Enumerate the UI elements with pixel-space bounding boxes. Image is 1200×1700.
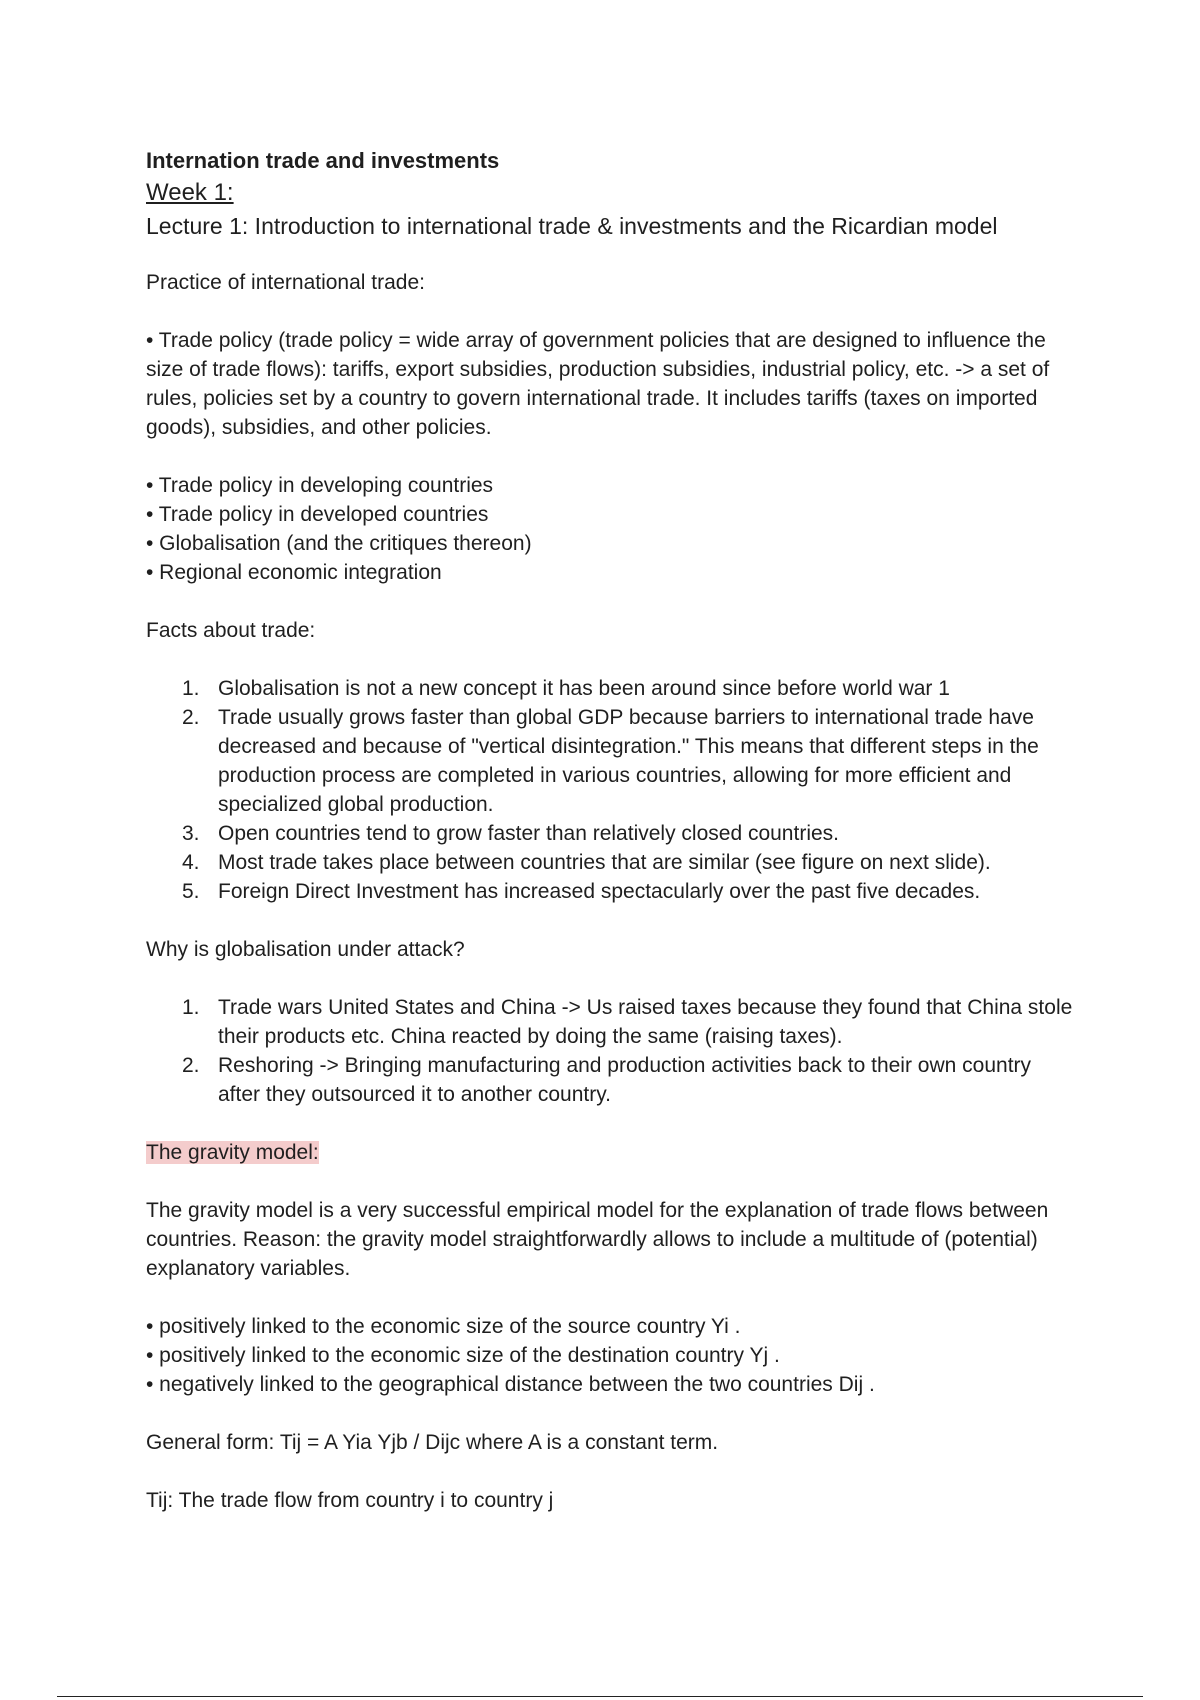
list-item — [182, 848, 1076, 877]
list-number: 1. — [182, 677, 200, 700]
list-number: 1. — [182, 996, 200, 1019]
lecture-heading: Lecture 1: Introduction to international trade & investments and the Ricardian model — [146, 213, 998, 239]
gravity-bullet-list — [146, 1312, 1076, 1399]
tij-definition: Tij: The trade flow from country i to country j — [146, 1489, 554, 1512]
practice-heading: Practice of international trade: — [146, 271, 425, 294]
footer-divider — [57, 1696, 1143, 1697]
list-item-text: Reshoring -> Bringing manufacturing and production activities back to their own country after they outsourced it to another country. — [218, 1054, 1032, 1106]
list-item — [182, 1051, 1076, 1109]
list-number: 2. — [182, 1054, 200, 1077]
list-item-text: Globalisation is not a new concept it has been around since before world war 1 — [218, 677, 950, 700]
list-item — [182, 674, 1076, 703]
list-item-text: Foreign Direct Investment has increased spectacularly over the past five decades. — [218, 880, 981, 903]
list-number: 4. — [182, 851, 200, 874]
facts-list — [146, 674, 1076, 906]
list-item-text: Most trade takes place between countries that are similar (see figure on next slide). — [218, 851, 991, 874]
gravity-paragraph: The gravity model is a very successful empirical model for the explanation of trade flows between countries. Reason: the gravity model straightforwardly allows to include a multitude of (potential) explanatory variables. — [146, 1199, 1049, 1280]
facts-heading: Facts about trade: — [146, 619, 316, 642]
list-item: • Trade policy in developed countries — [146, 503, 489, 526]
list-item: • positively linked to the economic size of the source country Yi . — [146, 1315, 741, 1338]
list-number: 3. — [182, 822, 200, 845]
list-item: • negatively linked to the geographical distance between the two countries Dij . — [146, 1373, 875, 1396]
list-item-text: Open countries tend to grow faster than relatively closed countries. — [218, 822, 839, 845]
list-item: • Regional economic integration — [146, 561, 442, 584]
list-item-text: Trade wars United States and China -> Us raised taxes because they found that China stole their products etc. China reacted by doing the same (raising taxes). — [218, 996, 1073, 1048]
list-number: 5. — [182, 880, 200, 903]
list-item — [182, 877, 1076, 906]
attack-list — [146, 993, 1076, 1109]
trade-policy-paragraph: • Trade policy (trade policy = wide array of government policies that are designed to influence the size of trade flows): tariffs, export subsidies, production subsidies, industrial policy, etc. -> a set of rules, policies set by a country to govern international trade. It includes tariffs (taxes on imported goods), subsidies, and other policies. — [146, 329, 1050, 439]
practice-bullet-list — [146, 471, 1076, 587]
list-item: • Trade policy in developing countries — [146, 474, 494, 497]
document-title: Internation trade and investments — [146, 148, 500, 173]
gravity-heading-line — [146, 1138, 1076, 1167]
gravity-heading: The gravity model: — [146, 1141, 319, 1164]
week-heading: Week 1: — [146, 179, 234, 206]
attack-heading: Why is globalisation under attack? — [146, 938, 465, 961]
list-item — [182, 993, 1076, 1051]
list-item-text: Trade usually grows faster than global GDP because barriers to international trade have decreased and because of "vertical disintegration." This means that different steps in the production process are completed in various countries, allowing for more efficient and specialized global production. — [218, 706, 1039, 816]
document-page — [146, 146, 1076, 1544]
list-item: • Globalisation (and the critiques thereon) — [146, 532, 532, 555]
list-item: • positively linked to the economic size of the destination country Yj . — [146, 1344, 780, 1367]
list-item — [182, 819, 1076, 848]
list-number: 2. — [182, 706, 200, 729]
general-form: General form: Tij = A Yia Yjb / Dijc where A is a constant term. — [146, 1431, 719, 1454]
list-item — [182, 703, 1076, 819]
